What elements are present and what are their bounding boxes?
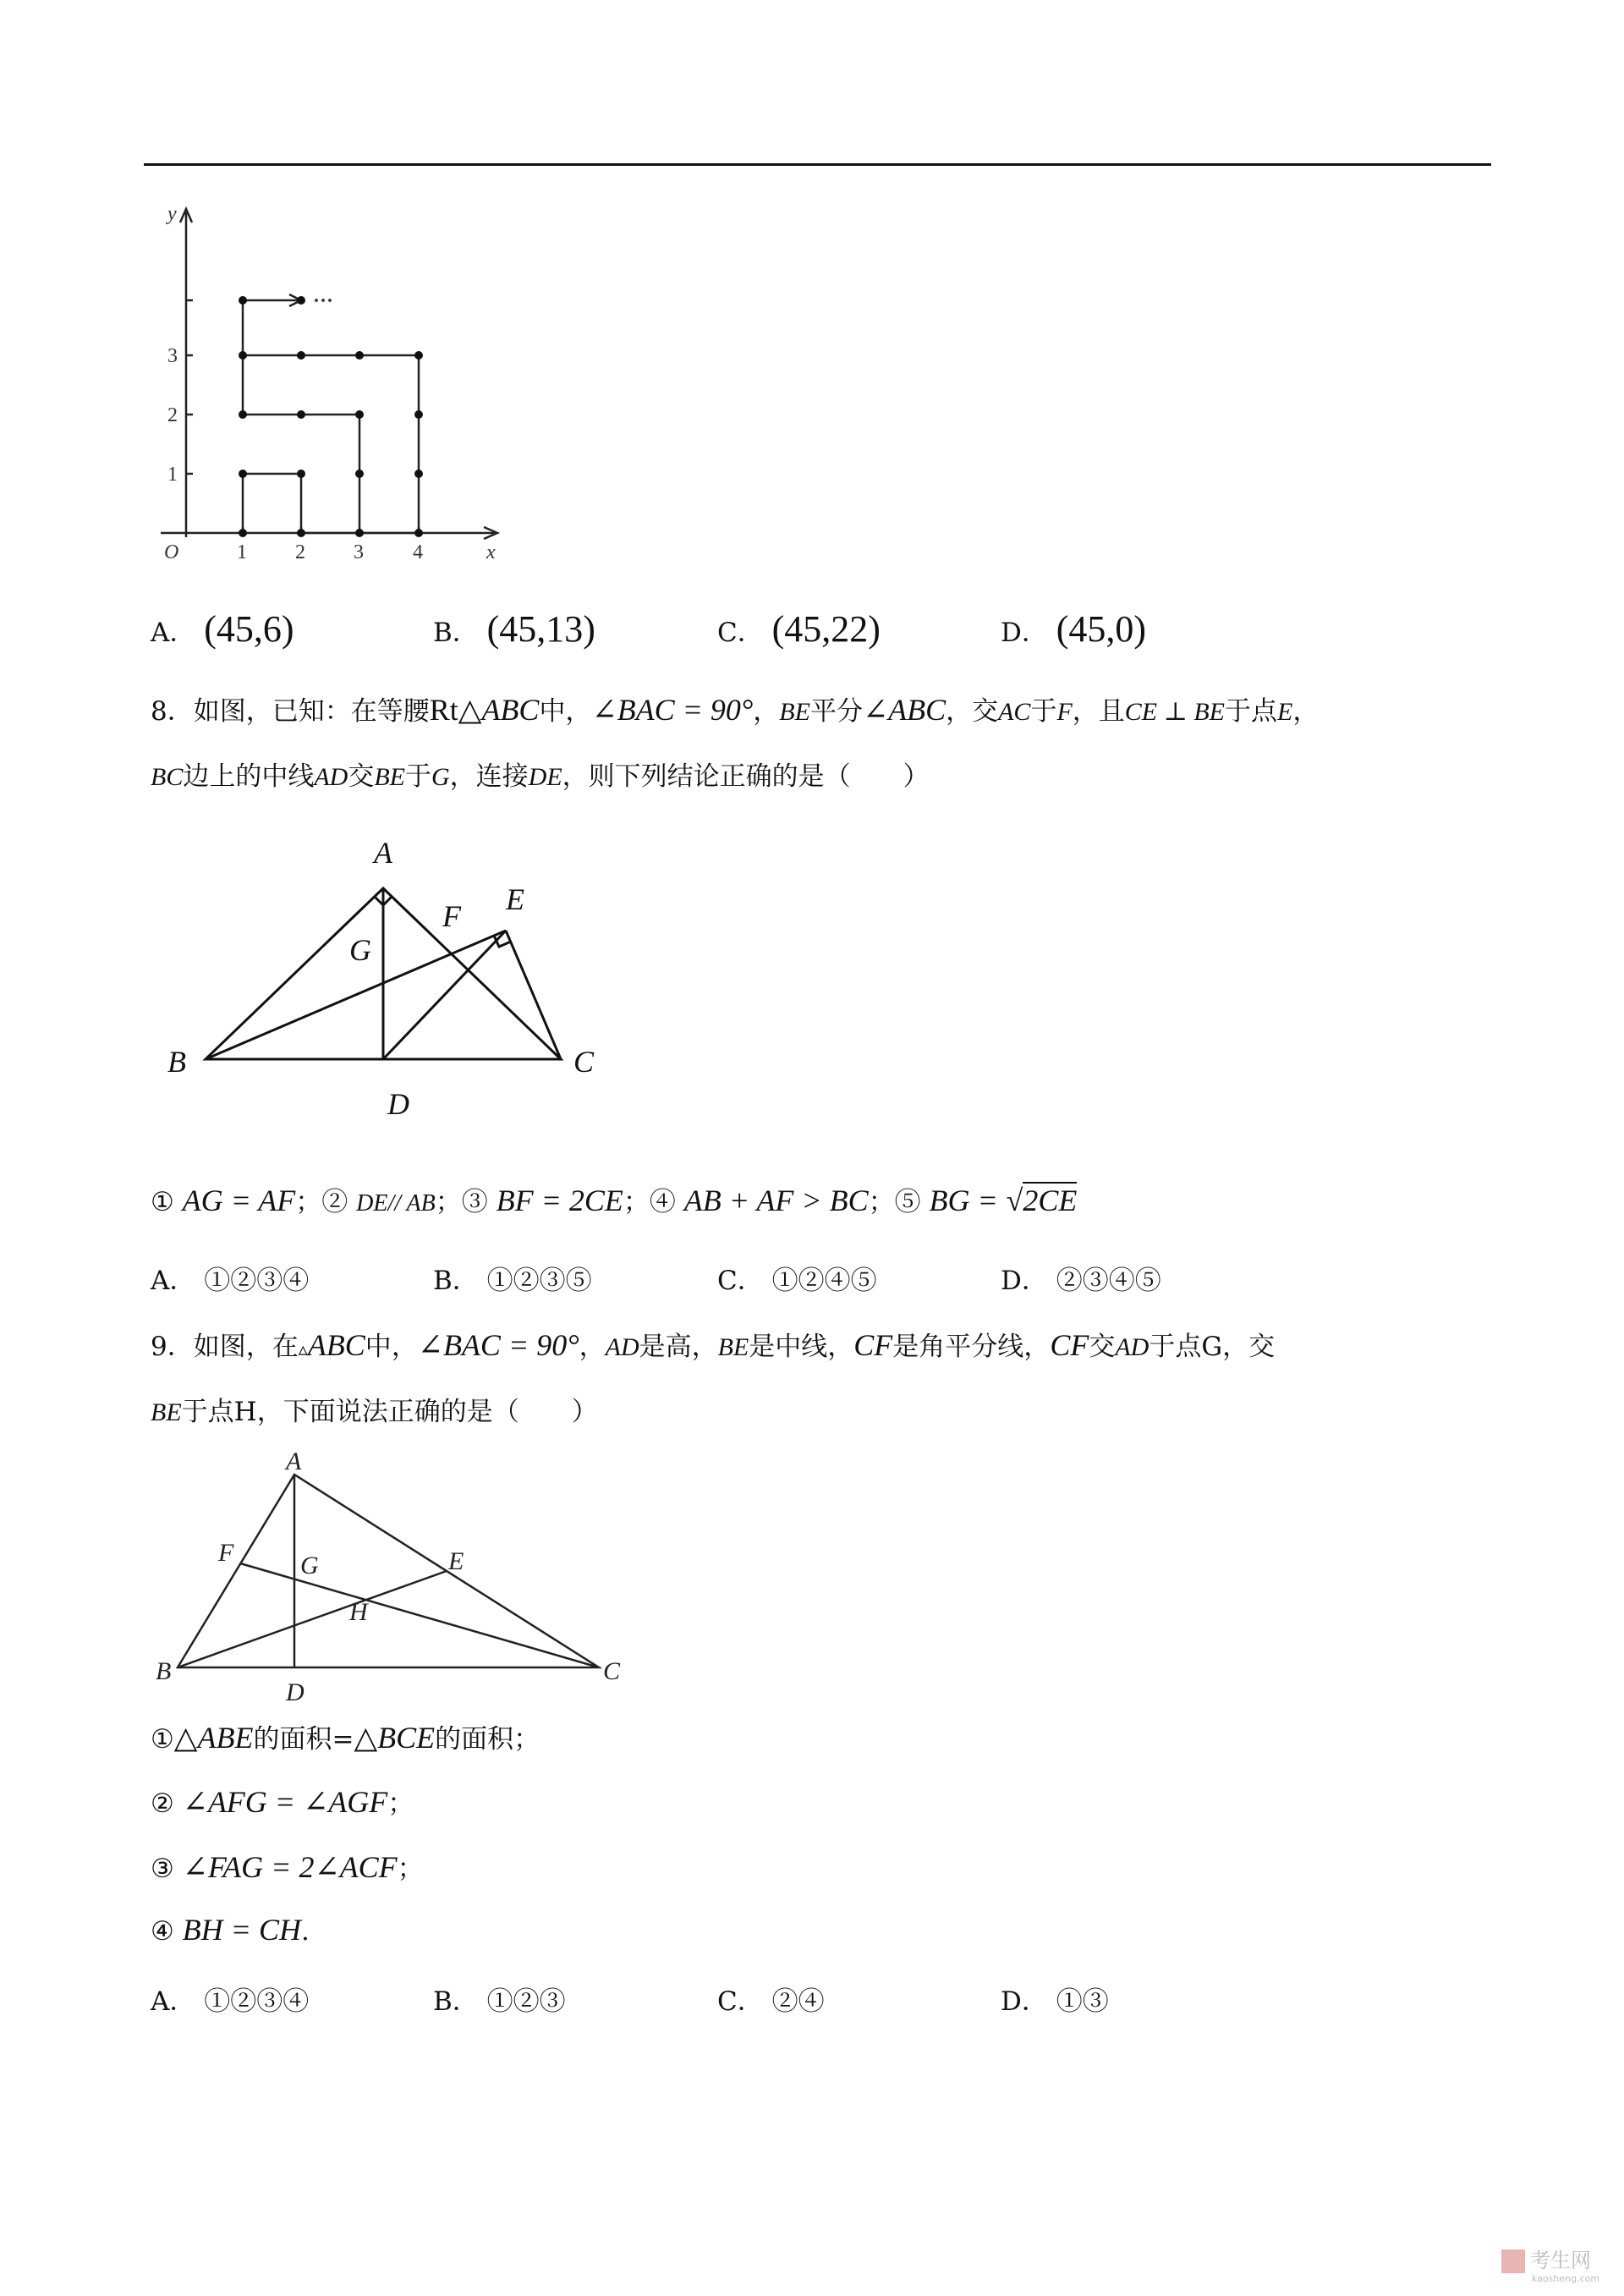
q9-option-a: A． ①②③④: [151, 1986, 310, 2017]
label-f: F: [442, 899, 461, 933]
q9-option-d: D． ①③: [1001, 1986, 1109, 2017]
label-e: E: [448, 1547, 464, 1575]
label-b: B: [167, 1045, 186, 1079]
q8-option-b: B． ①②③⑤: [433, 1266, 592, 1296]
q8-option-d: D． ②③④⑤: [1001, 1266, 1161, 1296]
ellipsis: ···: [313, 290, 334, 312]
x-tick-4: 4: [413, 541, 423, 563]
segment-de: [383, 931, 506, 1059]
header-rule: [144, 163, 1491, 166]
q9-question-line2: BE于点H，下面说法正确的是（ ）: [151, 1397, 598, 1427]
label-c: C: [603, 1657, 621, 1685]
q9-option-c: C． ②④: [717, 1986, 825, 2017]
q9-option-b: B． ①②③: [433, 1986, 566, 2017]
q9-question-line1: 9．如图，在▵ABC中，∠BAC = 90°，AD是高，BE是中线，CF是角平分线，CF交AD于点G，交: [151, 1328, 1276, 1362]
q7-option-c: C． (45,22): [717, 608, 881, 650]
y-tick-3: 3: [167, 345, 178, 367]
watermark-icon: [1501, 2249, 1525, 2273]
q8-question-line2: BC边上的中线AD交BE于G，连接DE，则下列结论正确的是（ ）: [151, 761, 930, 792]
label-h: H: [349, 1598, 368, 1626]
label-d: D: [286, 1678, 304, 1706]
label-g: G: [349, 933, 371, 967]
label-d: D: [387, 1087, 409, 1121]
q7-option-d: D． (45,0): [1001, 608, 1147, 650]
q9-statement-3: ③ ∠FAG = 2∠ACF；: [151, 1850, 424, 1884]
y-tick-2: 2: [167, 404, 178, 426]
y-tick-1: 1: [167, 464, 178, 486]
q8-option-c: C． ①②④⑤: [717, 1266, 877, 1296]
watermark-logo: 考生网 kaosheng.com: [1501, 2244, 1599, 2284]
label-b: B: [156, 1657, 172, 1685]
median-be: [178, 1571, 447, 1667]
q9-triangle-figure: [151, 1442, 624, 1713]
q8-question-line1: 8．如图，已知：在等腰Rt△ABC中，∠BAC = 90°，BE平分∠ABC，交AC于F，且CE ⊥ BE于点E，: [151, 693, 1320, 727]
label-f: F: [218, 1539, 234, 1567]
q7-option-a: A． (45,6): [151, 608, 294, 650]
label-a: A: [286, 1447, 302, 1475]
q8-triangle-figure: [152, 825, 626, 1129]
q9-statement-1: ①△ABE的面积=△BCE的面积；: [151, 1721, 540, 1755]
label-a: A: [374, 836, 392, 870]
spiral-path-top: [243, 300, 301, 355]
q7-lattice-graph: [144, 199, 516, 571]
q9-statement-4: ④ BH = CH.: [151, 1913, 310, 1947]
label-e: E: [506, 882, 524, 916]
q9-statement-2: ② ∠AFG = ∠AGF；: [151, 1785, 414, 1819]
x-tick-2: 2: [295, 541, 305, 563]
x-tick-1: 1: [237, 541, 247, 563]
y-label: y: [167, 203, 177, 225]
x-tick-3: 3: [354, 541, 364, 563]
q8-option-a: A． ①②③④: [151, 1266, 310, 1296]
spiral-path: [243, 355, 419, 533]
q8-statements: ① AG = AF；② DE// AB；③ BF = 2CE；④ AB + AF > BC；⑤ BG = √2CE: [151, 1184, 1078, 1217]
x-label: x: [486, 541, 496, 563]
segment-ce: [506, 931, 561, 1059]
label-g: G: [300, 1552, 319, 1579]
q7-option-b: B． (45,13): [433, 608, 595, 650]
origin-label: O: [164, 541, 179, 563]
label-c: C: [573, 1045, 595, 1079]
triangle-abc: [178, 1475, 599, 1667]
